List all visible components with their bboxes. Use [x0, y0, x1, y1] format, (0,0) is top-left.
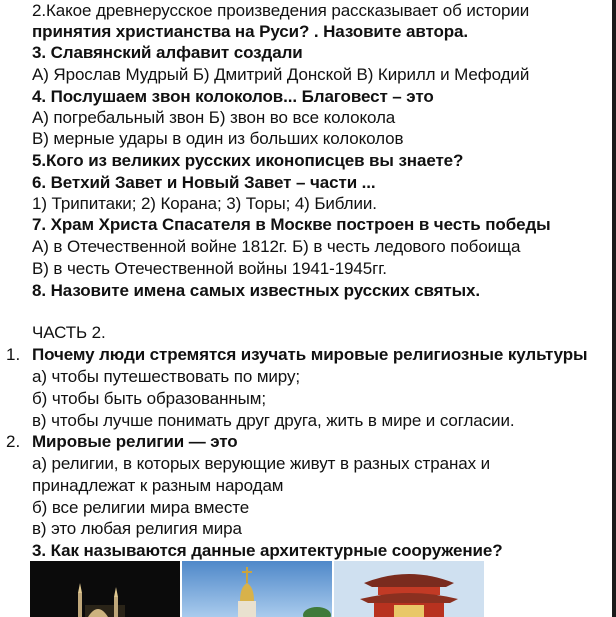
question-2-line-2: принятия христианства на Руси? . Назовите автора. [32, 22, 468, 41]
part-2-question-3: 3. Как называются данные архитектурные сооружение? [32, 541, 503, 560]
chinese-temple-photo [334, 561, 484, 617]
part-2-q1-option-c: в) чтобы лучше понимать друг друга, жить в мире и согласии. [32, 411, 515, 430]
question-4: 4. Послушаем звон колоколов... Благовест – это [32, 87, 434, 106]
part-2-q1-option-b: б) чтобы быть образованным; [32, 389, 266, 408]
part-2-q2-option-c: в) это любая религия мира [32, 519, 242, 538]
part-2-title: ЧАСТЬ 2. [32, 323, 106, 342]
question-3-options: А) Ярослав Мудрый Б) Дмитрий Донской В) Кирилл и Мефодий [32, 65, 530, 84]
right-edge-divider [612, 0, 616, 617]
part-2-q2-option-a-line-1: а) религии, в которых верующие живут в разных странах и [32, 454, 491, 473]
part-2-q2-number: 2. [6, 432, 21, 451]
part-2-q2-option-a-line-2: принадлежат к разным народам [32, 476, 284, 495]
question-4-option-a: А) погребальный звон Б) звон во все колокола [32, 108, 396, 127]
part-2-q1-number: 1. [6, 345, 21, 364]
question-2-line-1: 2.Какое древнерусское произведения рассказывает об истории [32, 1, 530, 20]
part-2-question-2: Мировые религии — это [32, 432, 238, 451]
architecture-photos [30, 561, 490, 617]
question-6: 6. Ветхий Завет и Новый Завет – части ... [32, 173, 376, 192]
question-5: 5.Кого из великих русских иконописцев вы знаете? [32, 151, 464, 170]
orthodox-church-photo [182, 561, 332, 617]
part-2-question-1: Почему люди стремятся изучать мировые религиозные культуры [32, 345, 588, 364]
question-8: 8. Назовите имена самых известных русских святых. [32, 281, 481, 300]
question-3: 3. Славянский алфавит создали [32, 43, 303, 62]
question-7-option-b: В) в честь Отечественной войны 1941-1945гг. [32, 259, 387, 278]
question-4-option-b: В) мерные удары в один из больших колоколов [32, 129, 404, 148]
question-6-options: 1) Трипитаки; 2) Корана; 3) Торы; 4) Библии. [32, 194, 377, 213]
mosque-photo [30, 561, 180, 617]
part-2-q1-option-a: а) чтобы путешествовать по миру; [32, 367, 300, 386]
question-7-option-a: А) в Отечественной войне 1812г. Б) в честь ледового побоища [32, 237, 521, 256]
question-7: 7. Храм Христа Спасателя в Москве построен в честь победы [32, 215, 551, 234]
part-2-q2-option-b: б) все религии мира вместе [32, 498, 250, 517]
